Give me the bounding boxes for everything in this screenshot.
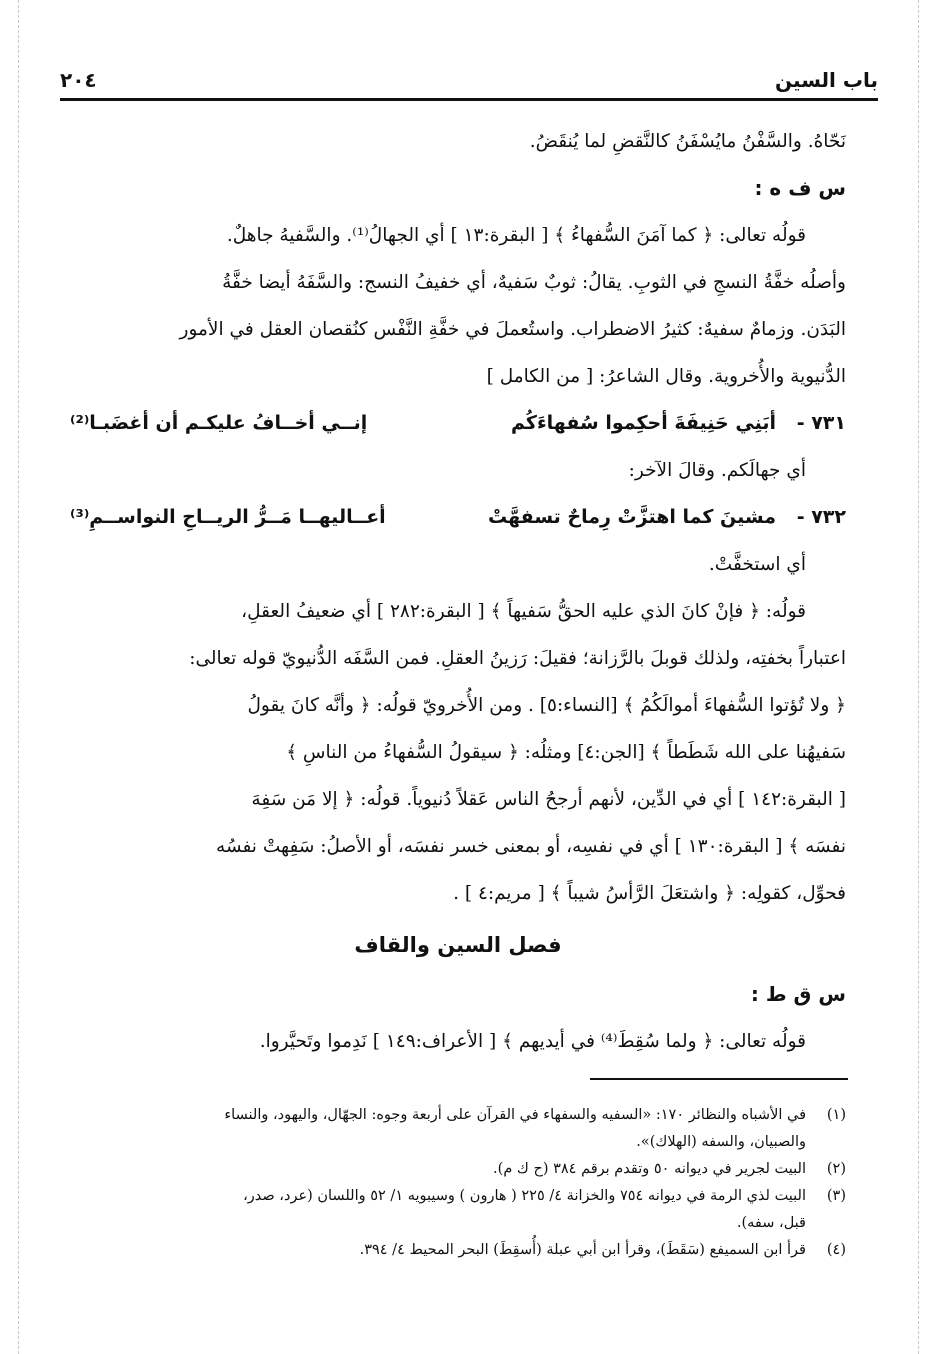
text-line: [ البقرة:١٤٢ ] أي في الدِّين، لأنهم أرجحُ الناس عَقلاً دُنيوياً. قولُه: ﴿ إلا مَن سَفِهَ [251,789,846,810]
footnote-text: في الأشباه والنظائر ١٧٠: «السفيه والسفهاء في القرآن على أربعة وجوه: الجهّال، واليهود، والنساء [224,1107,806,1123]
text-line: قولُه تعالى: ﴿ ولما سُقِطَ⁽⁴⁾ في أيديهم ﴾ [ الأعراف:١٤٩ ] نَدِموا وتَحيَّروا. [259,1031,806,1052]
page-header [60,55,878,101]
footnotes [70,1102,846,1264]
footnote-number: (٣) [826,1188,846,1204]
text-line: فحوِّل، كقولِه: ﴿ واشتعَلَ الرَّأسُ شيباً ﴾ [ مريم:٤ ] . [453,883,846,904]
text-line: نَحّاهُ. والسَّفْنُ مايُسْفَنُ كالنَّقضِ لما يُنقَضُ. [529,131,846,152]
verse-second-hemistich: إنــي أخــافُ عليكـم أن أغضَبـا⁽²⁾ [70,412,368,434]
main-text [70,118,846,1065]
chapter-title: باب السين [775,68,878,92]
footnote-text: قرأ ابن السميفع (سَقَطَ)، وقرأ ابن أبي عبلة (أُسقِطَ) البحر المحيط ٤/ ٣٩٤. [359,1242,806,1258]
footnote-text: والصبيان، والسفه (الهلاك)». [636,1134,806,1150]
footnote-number: (١) [826,1107,846,1123]
verse-number: ٧٣٢ - [796,506,846,528]
footnote-text: البيت لذي الرمة في ديوانه ٧٥٤ والخزانة ٤/ ٢٢٥ ( هارون ) وسيبويه ١/ ٥٢ واللسان (عرد، صدر، [243,1188,806,1204]
text-line: البَدَن. وزمامٌ سفيهٌ: كثيرُ الاضطراب. واستُعملَ في خفَّةِ النَّفْس كنُقصان العقل في الأمور [179,319,846,340]
text-line: قولُه تعالى: ﴿ كما آمَنَ السُّفهاءُ ﴾ [ البقرة:١٣ ] أي الجهالُ⁽¹⁾. والسَّفيهُ جاهلٌ. [226,225,806,246]
footnote-separator [590,1078,848,1080]
footnote-text: البيت لجرير في ديوانه ٥٠ وتقدم برقم ٣٨٤ (ح ك م). [493,1161,806,1177]
text-line: أي استخفَّتْ. [708,554,806,575]
root-heading: س ق ط : [750,982,846,1006]
text-line: أي جهالَكم. وقالَ الآخر: [628,460,806,481]
page-number: ٢٠٤ [60,68,97,92]
footnote-number: (٢) [826,1161,846,1177]
footnote [70,1102,846,1156]
verse-second-hemistich: أعــاليهــا مَــرُّ الريــاحِ النواســمِ⁽³⁾ [70,506,386,528]
text-line: قولُه: ﴿ فإنْ كانَ الذي عليه الحقُّ سَفيهاً ﴾ [ البقرة:٢٨٢ ] أي ضعيفُ العقلِ، [241,601,806,622]
text-line: اعتباراً بخفتِه، ولذلك قوبلَ بالرَّزانة؛ فقيلَ: رَزينُ العقلِ. فمن السَّفَه الدُّنيويّ قوله تعالى: [189,648,846,669]
footnote [70,1156,846,1183]
poem-verse [70,400,846,447]
verse-first-hemistich: مشينَ كما اهتزَّتْ رِماحٌ تسفهَّتْ [487,506,776,528]
section-title: فصل السين والقاف [354,933,562,957]
footnote-number: (٤) [826,1242,846,1258]
left-edge-guide [18,0,19,1354]
footnote [70,1237,846,1264]
text-line: الدُّنيوية والأُخروية. وقال الشاعرُ: [ من الكامل ] [486,366,846,387]
verse-first-hemistich: أبَنِي حَنِيفَةَ أحكِموا سُفهاءَكُم [511,412,776,434]
text-line: نفسَه ﴾ [ البقرة:١٣٠ ] أي في نفسِه، أو بمعنى خسر نفسَه، أو الأصلُ: سَفِهتْ نفسُه [216,836,846,857]
verse-number: ٧٣١ - [796,412,846,434]
text-line: سَفيهُنا على الله شَطَطاً ﴾ [الجن:٤] ومثلُه: ﴿ سيقولُ السُّفهاءُ من الناسِ ﴾ [286,742,846,763]
footnote [70,1183,846,1237]
poem-verse [70,494,846,541]
footnote-text: قبل، سفه). [736,1215,806,1231]
root-heading: س ف ه : [754,176,846,200]
text-line: ﴿ ولا تُؤتوا السُّفهاءَ أموالَكُمُ ﴾ [النساء:٥] . ومن الأُخرويّ قولُه: ﴿ وأنَّه كانَ يقولُ [247,695,846,716]
text-line: وأصلُه خفَّةُ النسجِ في الثوبِ. يقالُ: ثوبٌ سَفيهٌ، أي خفيفُ النسج: والسَّفَهُ أيضا خفَّةُ [222,272,846,293]
right-edge-guide [918,0,919,1354]
